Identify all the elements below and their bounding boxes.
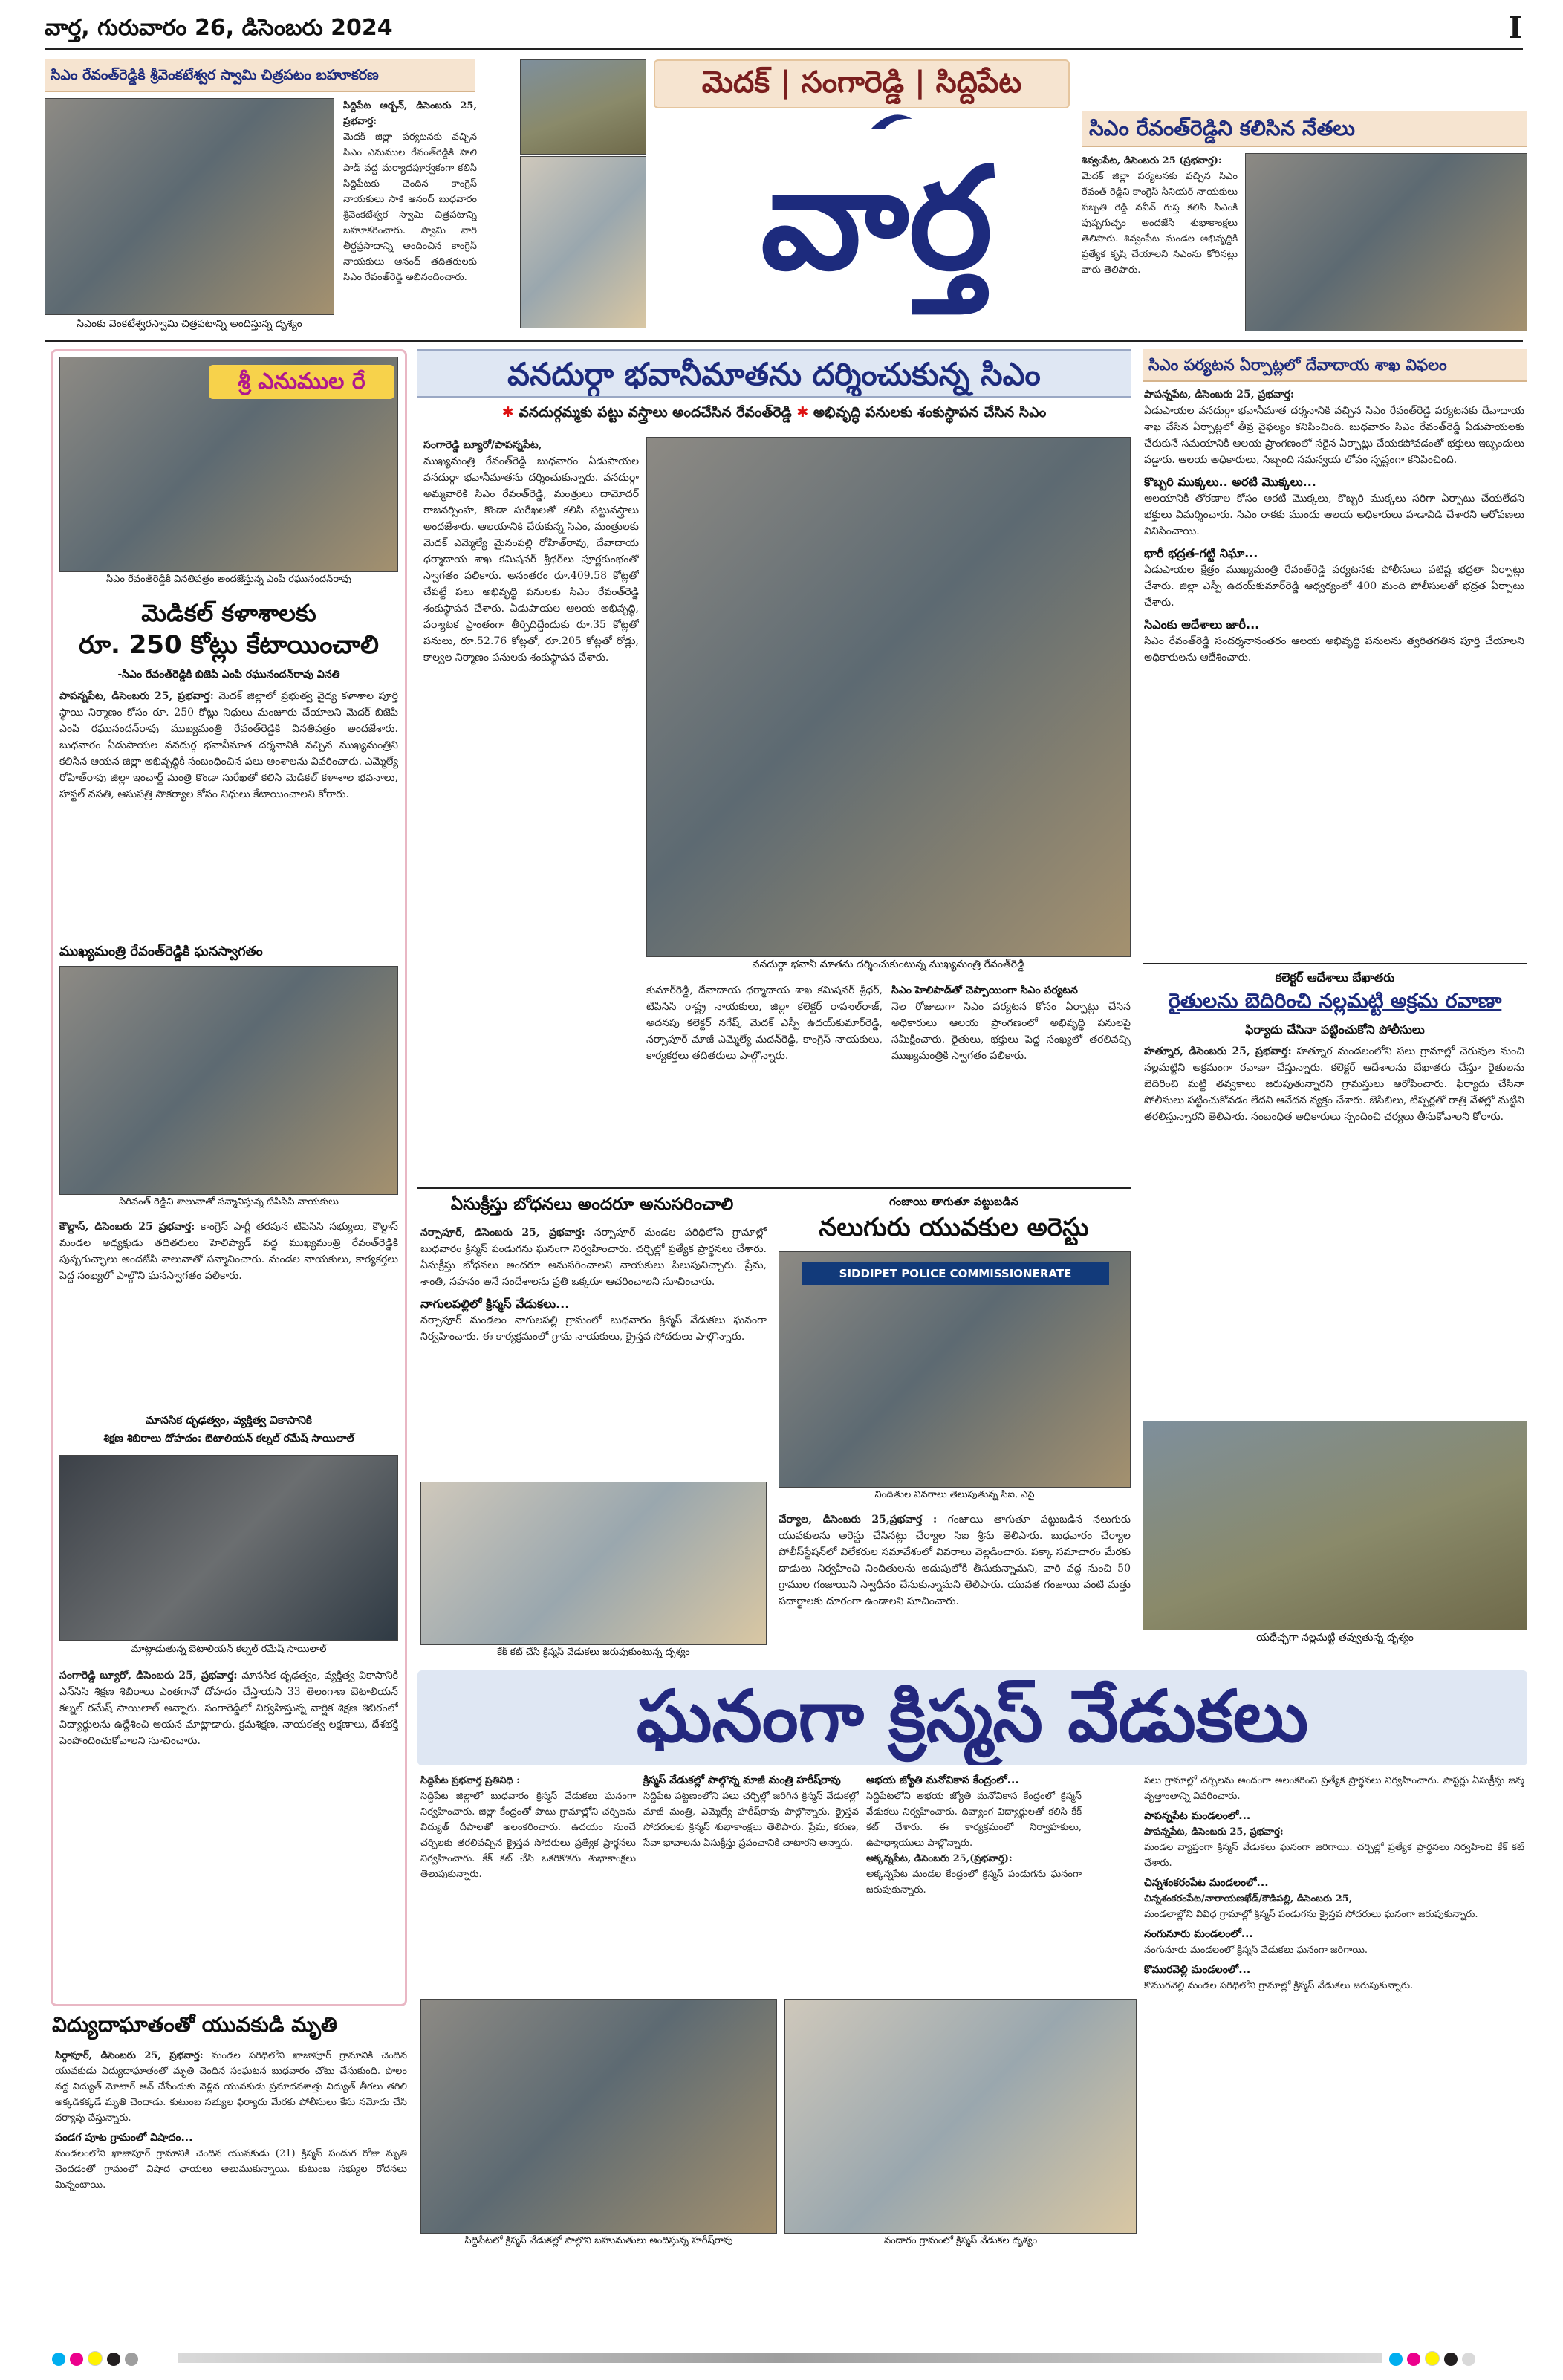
top-right-photo (1245, 153, 1527, 331)
christmas-col3-dateline: అక్కన్నపేట, డిసెంబరు 25,(ప్రభవార్త): (866, 1853, 1013, 1864)
right-photo (1143, 1421, 1527, 1630)
left-body: మెదక్ జిల్లాలో ప్రభుత్వ వైద్య కళాశాల పూర్తి స్థాయి నిర్మాణం కోసం రూ. 250 కోట్లు నిధులు మంజూరు చేయాలని మెదక్ బిజెపి ఎంపి రఘునందన్‌రావు ముఖ్యమంత్రి రేవంత్‌రెడ్డికి వినతిపత్రం అందజేశారు. బుధవారం ఏడుపాయల వనదుర్గ భవానీమాత దర్శనానికి వచ్చిన ముఖ్యమంత్రిని కలిసిన ఆయన జిల్లా అభివృద్ధికి సంబంధించిన పలు అంశాలను వివరించారు. ఎమ్మెల్యే రోహిత్‌రావు జిల్లా ఇంచార్జ్ మంత్రి కొండా సురేఖతో కలిసి మెడికల్ కళాశాల భవనాలు, హాస్టల్ వసతి, ఆసుపత్రి సౌకర్యాల కోసం నిధులు కేటాయించాలని కోరారు. (59, 690, 398, 800)
reg-dot-yellow-r (1425, 2351, 1440, 2366)
top-left-headline-box (45, 59, 475, 92)
left-photo-3-caption: మాట్లాడుతున్న బెటాలియన్ కల్నల్ రమేష్ సాయిలాల్ (59, 1644, 398, 1661)
right-subhead-1: కొబ్బరి ముక్కలు.. అరటి మొక్కలు... (1144, 475, 1316, 489)
center-deck-2: అభివృద్ధి పనులకు శంకుస్థాపన చేసిన సిఎం (813, 404, 1047, 421)
top-left-photo (45, 98, 334, 315)
masthead-rule (45, 48, 1523, 50)
mid-left-subhead: నాగులపల్లిలో క్రిస్మస్ వేడుకలు... (420, 1297, 570, 1311)
christmas-col1-body: సిద్దిపేట జిల్లాలో బుధవారం క్రిస్మస్ వేడుకలు ఘనంగా నిర్వహించారు. జిల్లా కేంద్రంతో పాటు గ్రామాల్లోని చర్చిలను విద్యుత్ దీపాలతో అలంకరించారు. ఉదయం నుంచే చర్చిలకు తరలివచ్చిన క్రైస్తవ సోదరులు ప్రత్యేక ప్రార్థనలు నిర్వహించారు. కేక్ కట్ చేసి ఒకరికొకరు శుభాకాంక్షలు తెలుపుకున్నారు. (420, 1791, 636, 1880)
left-photo-1 (59, 357, 398, 572)
masthead-logo (683, 111, 1070, 327)
right-body-4: సిఎం రేవంత్‌రెడ్డి సందర్శనానంతరం ఆలయ అభివృద్ధి పనులను త్వరితగతిన పూర్తి చేయాలని అధికారులను ఆదేశించారు. (1144, 635, 1524, 664)
right-photo-caption: యథేచ్ఛగా నల్లమట్టి తవ్వుతున్న దృశ్యం (1143, 1632, 1527, 1650)
right-headline-box (1143, 349, 1527, 382)
christmas-col2-head: క్రిస్మస్ వేడుకల్లో పాల్గొన్న మాజీ మంత్రి హరీష్‌రావు (643, 1774, 841, 1786)
mid-center-headline: నలుగురు యువకుల అరెస్టు (819, 1213, 1089, 1242)
center-dateline: సంగారెడ్డి బ్యూరో/పాపన్నపేట, (423, 439, 542, 451)
left-body-box (59, 688, 398, 939)
bottom-left-dateline: సిర్గాపూర్, డిసెంబరు 25, ప్రభవార్త: (55, 2050, 204, 2061)
left-body-3: మానసిక దృఢత్వం, వ్యక్తిత్వ వికాసానికి ఎన్‌సిసి శిక్షణ శిబిరాలు ఎంతగానో దోహదం చేస్తాయని 33 తెలంగాణ బెటాలియన్ కల్నల్ రమేష్ సాయిలాల్ అన్నారు. సంగారెడ్డిలో నిర్వహిస్తున్న వార్షిక శిక్షణ శిబిరంలో విద్యార్థులను ఉద్దేశించి ఆయన మాట్లాడారు. క్రమశిక్షణ, నాయకత్వ లక్షణాలు, దేశభక్తి పెంపొందించుకోవాలని సూచించారు. (59, 1670, 398, 1747)
deck-star-icon: ✱ (501, 404, 519, 421)
mid-left-body-2: నర్సాపూర్ మండలం నాగులపల్లి గ్రామంలో బుధవారం క్రిస్మస్ వేడుకలు ఘనంగా నిర్వహించారు. ఈ కార్యక్రమంలో గ్రామ నాయకులు, క్రైస్తవ సోదరులు పాల్గొన్నారు. (420, 1314, 767, 1343)
mid-center-dateline: చేర్యాల, డిసెంబరు 25,ప్రభవార్త : (779, 1514, 938, 1525)
mid-left-dateline: నర్సాపూర్, డిసెంబరు 25, ప్రభవార్త: (420, 1227, 585, 1239)
christmas-headline-box (417, 1670, 1527, 1765)
center-body-bottom-right: నెల రోజులుగా సిఎం పర్యటన కోసం ఏర్పాట్లు చేసిన అధికారులు ఆలయ ప్రాంగణంలో అభివృద్ధి పనులపై సమీక్షించారు. రైతులు, భక్తులు పెద్ద సంఖ్యలో తరలివచ్చి ముఖ్యమంత్రికి స్వాగతం పలికారు. (891, 1001, 1131, 1062)
registration-marks-right (1389, 2351, 1515, 2369)
right-body-2: ఆలయానికి తోరణాల కోసం అరటి మొక్కలు, కొబ్బరి ముక్కలు సరిగా ఏర్పాటు చేయలేదని భక్తులు విమర్శించారు. సిఎం రాకకు ముందు ఆలయ అధికారులు హడావిడి చేశారని ఆరోపణలు వినిపించాయి. (1144, 493, 1524, 537)
right-body: ఏడుపాయల వనదుర్గా భవానీమాత దర్శనానికి వచ్చిన సిఎం రేవంత్‌రెడ్డి పర్యటనకు దేవాదాయ శాఖ చేసిన ఏర్పాట్లలో తీవ్ర వైఫల్యం కనిపించింది. బుధవారం సిఎం రేవంత్‌రెడ్డి ఏడుపాయలకు చేరుకునే సమయానికి ఆలయ ప్రాంగణంలో సరైన ఏర్పాట్లు చేయకపోవడంతో భక్తులు ఇబ్బందులు పడ్డారు. ఆలయ అధికారులు, సిబ్బంది సమన్వయ లోపం స్పష్టంగా కనిపించింది. (1144, 405, 1524, 466)
christmas-photo-1 (420, 1999, 777, 2234)
right-subhead-2: భారీ భద్రత-గట్టి నిఘా... (1144, 546, 1258, 560)
christmas-col4-body: పలు గ్రామాల్లో చర్చిలను అందంగా అలంకరించి ప్రత్యేక ప్రార్థనలు నిర్వహించారు. పాస్టర్లు ఏసుక్రీస్తు జన్మ వృత్తాంతాన్ని వివరించారు. (1144, 1775, 1524, 1802)
top-left-headline: సిఎం రేవంత్‌రెడ్డికి శ్రీవెంకటేశ్వర స్వామి చిత్రపటం బహూకరణ (51, 67, 379, 83)
christmas-col4-sub4: కొమురవెల్లి మండలంలో... (1144, 1964, 1251, 1976)
masthead-photo-top (520, 59, 646, 155)
top-left-body: మెదక్ జిల్లా పర్యటనకు వచ్చిన సిఎం ఎనుముల రేవంత్‌రెడ్డికి హెలి పాడ్ వద్ద మర్యాదపూర్వకంగా కలిసి సిద్దిపేటకు చెందిన కాంగ్రెస్ నాయకులు సాకి ఆనంద్ బుధవారం శ్రీవెంకటేశ్వర స్వామి చిత్రపటాన్ని బహూకరించారు. స్వామి వారి తీర్థప్రసాదాన్ని అందించిన కాంగ్రెస్ నాయకులు ఆనంద్ తదితరులకు సిఎం రేవంత్‌రెడ్డి అభినందించారు. (343, 132, 477, 283)
left-photo-2-caption: సిరివంత్ రెడ్డిని శాలువాతో సన్మానిస్తున్న టిపిసిసి నాయకులు (59, 1196, 398, 1214)
christmas-col3-body-b: అక్కన్నపేట మండల కేంద్రంలో క్రిస్మస్ పండుగను ఘనంగా జరుపుకున్నారు. (866, 1869, 1082, 1896)
top-right-body: మెదక్ జిల్లా పర్యటనకు వచ్చిన సిఎం రేవంత్ రెడ్డిని కాంగ్రెస్ సీనియర్ నాయకులు పబ్బతి రెడ్డి నవీన్ గుప్త కలిసి సిఎంకి పుష్పగుచ్ఛం అందజేసి శుభాకాంక్షలు తెలిపారు. శివ్వంపేట మండల అభివృద్ధికి ప్రత్యేక కృషి చేయాలని సిఎంను కోరినట్లు వారు తెలిపారు. (1082, 171, 1238, 276)
right-body-5-box (1144, 1043, 1524, 1418)
bottom-left-body-box (55, 2048, 407, 2271)
reg-dot-cyan-r (1389, 2353, 1403, 2366)
center-lead-caption: వనదుర్గా భవానీ మాతను దర్శించుకుంటున్న ముఖ్యమంత్రి రేవంత్‌రెడ్డి (646, 959, 1131, 978)
masthead-photo-bottom (520, 156, 646, 328)
left-headline-2: రూ. 250 కోట్లు కేటాయించాలి (79, 630, 379, 660)
christmas-col-1 (420, 1773, 636, 1996)
christmas-col4-dateline3: చిన్నశంకరంపేట/నారాయణఖేడ్/కౌడిపల్లి, డిసెంబరు 25, (1144, 1893, 1353, 1904)
masthead-date: వార్త, గురువారం 26, డిసెంబరు 2024 (45, 15, 393, 41)
left-headline-1: మెడికల్ కళాశాలకు (141, 599, 316, 627)
page-number: I (1508, 10, 1523, 45)
left-body-3-box (59, 1667, 398, 2002)
mid-left-caption: కేక్ కట్ చేసి క్రిస్మస్ వేడుకలు జరుపుకుంటున్న దృశ్యం (420, 1647, 767, 1664)
center-body-bottom-right-box (891, 982, 1131, 1183)
christmas-col4-sub2: చిన్నశంకరంపేట మండలంలో... (1144, 1877, 1269, 1889)
mid-center-caption: నిందితుల వివరాలు తెలుపుతున్న సిఐ, ఎసై (779, 1489, 1131, 1507)
christmas-col4-body-e: కొమురవెల్లి మండల పరిధిలోని గ్రామాల్లో క్రిస్మస్ వేడుకలు జరుపుకున్నారు. (1144, 1980, 1414, 1991)
mid-left-photo (420, 1482, 767, 1645)
center-lead-photo (646, 437, 1131, 957)
christmas-col3-head: అభయ జ్యోతి మనోవికాస కేంద్రంలో... (866, 1774, 1019, 1786)
center-body-bottom-left: కుమార్‌రెడ్డి, దేవాదాయ ధర్మాదాయ శాఖ కమిషనర్ శ్రీధర్, టిపిసిసి రాష్ట్ర నాయకులు, జిల్లా కలెక్టర్ రాహుల్‌రాజ్, అదనపు కలెక్టర్ నగేష్, మెదక్ ఎస్పీ ఉదయ్‌కుమార్‌రెడ్డి, నర్సాపూర్ మాజీ ఎమ్మెల్యే మదన్‌రెడ్డి, కాంగ్రెస్ నాయకులు, కార్యకర్తలు తదితరులు పాల్గొన్నారు. (646, 985, 883, 1062)
left-body-2: కాంగ్రెస్ పార్టీ తరపున టిపిసిసి సభ్యులు, కౌల్దాస్ మండల అధ్యక్షుడు తదితరులు హెలిప్యాడ్ వద్ద ముఖ్యమంత్రి రేవంత్‌రెడ్డికి పుష్పగుచ్ఛాలు అందజేసి శాలువాతో సన్మానించారు. మండల నాయకులు, కార్యకర్తలు పెద్ద సంఖ్యలో పాల్గొని ఘనస్వాగతం పలికారు. (59, 1221, 398, 1282)
left-dateline: పాపన్నపేట, డిసెంబరు 25, ప్రభవార్త: (59, 690, 214, 702)
christmas-photo-2-caption: నందారం గ్రామంలో క్రిస్మస్ వేడుకల దృశ్యం (784, 2235, 1137, 2253)
logo-text: వార్త (761, 137, 992, 301)
mid-left-body-box (420, 1225, 767, 1477)
left-photo-1-caption: సిఎం రేవంత్‌రెడ్డికి వినతిపత్రం అందజేస్తున్న ఎంపి రఘునందన్‌రావు (59, 574, 398, 591)
right-body-box (1144, 386, 1524, 957)
top-left-caption: సిఎంకు వెంకటేశ్వరస్వామి చిత్రపటాన్ని అందిస్తున్న దృశ్యం (45, 315, 334, 334)
christmas-col2-body: సిద్దిపేట పట్టణంలోని పలు చర్చిల్లో జరిగిన క్రిస్మస్ వేడుకల్లో మాజీ మంత్రి, ఎమ్మెల్యే హరీష్‌రావు పాల్గొన్నారు. క్రైస్తవ సోదరులకు క్రిస్మస్ శుభాకాంక్షలు తెలిపారు. ప్రేమ, కరుణ, సేవా భావాలను ఏసుక్రీస్తు ప్రపంచానికి చాటారని అన్నారు. (643, 1791, 859, 1849)
mid-left-body: నర్సాపూర్ మండల పరిధిలోని గ్రామాల్లో బుధవారం క్రిస్మస్ పండుగను ఘనంగా నిర్వహించారు. చర్చిల్లో ప్రత్యేక ప్రార్థనలు చేశారు. ఏసుక్రీస్తు బోధనలు అందరూ అనుసరించాలని నాయకులు పిలుపునిచ్చారు. ప్రేమ, శాంతి, సహనం అనే సందేశాలను ప్రతి ఒక్కరూ ఆచరించాలని సూచించారు. (420, 1227, 767, 1288)
bottom-left-subhead: పండగ పూట గ్రామంలో విషాదం... (55, 2132, 193, 2144)
christmas-col1-dateline: సిద్దిపేట ప్రభవార్త ప్రతినిధి : (420, 1775, 520, 1786)
left-dateline-2: కౌల్దాస్, డిసెంబరు 25 ప్రభవార్త: (59, 1221, 195, 1233)
top-right-headline: సిఎం రేవంత్‌రెడ్డిని కలిసిన నేతలు (1089, 116, 1355, 140)
christmas-photo-2 (784, 1999, 1137, 2234)
right-subhead-4: ఫిర్యాదు చేసినా పట్టించుకోని పోలీసులు (1245, 1022, 1425, 1037)
left-subhead: -సిఎం రేవంత్‌రెడ్డికి బిజెపి ఎంపి రఘునందన్‌రావు వినతి (117, 669, 340, 681)
christmas-headline: ఘనంగా క్రిస్మస్ వేడుకలు (636, 1675, 1309, 1758)
right-subhead-3: సిఎంకు ఆదేశాలు జారీ... (1144, 617, 1260, 632)
mid-rule (417, 1187, 1131, 1189)
edition-label: మెదక్ | సంగారెడ్డి | సిద్దిపేట (701, 65, 1022, 100)
top-left-dateline: సిద్దిపేట అర్బన్, డిసెంబరు 25, ప్రభవార్త: (343, 100, 477, 127)
reg-dot-grey (125, 2353, 138, 2366)
top-section-rule (45, 340, 1523, 342)
center-headline-box (417, 349, 1131, 398)
right-dateline-2: హత్నూర, డిసెంబరు 25, ప్రభవార్త: (1144, 1045, 1292, 1057)
top-right-body-box (1082, 153, 1238, 331)
police-banner: SIDDIPET POLICE COMMISSIONERATE (802, 1262, 1109, 1285)
right-headline-2: రైతులను బెదిరించి నల్లమట్టి అక్రమ రవాణా (1168, 990, 1502, 1013)
center-deck (417, 404, 1131, 429)
christmas-col-4 (1144, 1773, 1524, 2360)
deck-star-icon-2: ✱ (796, 404, 813, 421)
mid-center-body: గంజాయి తాగుతూ పట్టుబడిన నలుగురు యువకులను అరెస్టు చేసినట్లు చేర్యాల సిఐ శ్రీను తెలిపారు. బుధవారం చేర్యాల పోలీస్‌స్టేషన్‌లో విలేకరుల సమావేశంలో వివరాలు వెల్లడించారు. పక్కా సమాచారం మేరకు దాడులు నిర్వహించి నిందితులను అదుపులోకి తీసుకున్నామని, వారి వద్ద నుంచి 50 గ్రాముల గంజాయిని స్వాధీనం చేసుకున్నామని తెలిపారు. యువత గంజాయి వంటి మత్తు పదార్థాలకు దూరంగా ఉండాలని సూచించారు. (779, 1514, 1131, 1607)
center-headline: వనదుర్గా భవానీమాతను దర్శించుకున్న సిఎం (507, 356, 1041, 392)
top-left-body-box (343, 98, 477, 336)
christmas-col4-body-c: మండలాల్లోని వివిధ గ్రామాల్లో క్రిస్మస్ పండుగను క్రైస్తవ సోదరులు ఘనంగా జరుపుకున్నారు. (1144, 1909, 1478, 1920)
christmas-col-3 (866, 1773, 1082, 1996)
center-body-bottom-left-box (646, 982, 883, 1183)
left-dateline-3: సంగారెడ్డి బ్యూరో, డిసెంబరు 25, ప్రభవార్త: (59, 1670, 238, 1682)
christmas-col4-sub: పాపన్నపేట మండలంలో... (1144, 1810, 1251, 1822)
right-body-5: హత్నూర మండలంలోని పలు గ్రామాల్లో చెరువుల నుంచి నల్లమట్టిని అక్రమంగా రవాణా చేస్తున్నారు. కలెక్టర్ ఆదేశాలను బేఖాతరు చేస్తూ రైతులను బెదిరించి మట్టి తవ్వకాలు జరుపుతున్నారని గ్రామస్తులు ఆరోపించారు. ఫిర్యాదు చేసినా పోలీసులు పట్టించుకోవడం లేదని ఆవేదన వ్యక్తం చేశారు. జెసిబిలు, టిప్పర్లతో రాత్రి వేళల్లో మట్టిని తరలిస్తున్నారని తెలిపారు. సంబంధిత అధికారులు స్పందించి చర్యలు తీసుకోవాలని కోరారు. (1144, 1045, 1524, 1123)
reg-dot-black (107, 2353, 120, 2366)
bottom-left-body-2: మండలంలోని ఖాజాపూర్ గ్రామానికి చెందిన యువకుడు (21) క్రిస్మస్ పండుగ రోజు మృతి చెందడంతో గ్రామంలో విషాద ఛాయలు అలుముకున్నాయి. కుటుంబ సభ్యుల రోదనలు మిన్నంటాయి. (55, 2148, 407, 2191)
reg-dot-cyan (52, 2353, 65, 2366)
mid-center-body-box (779, 1511, 1131, 1660)
reg-dot-magenta-r (1407, 2353, 1420, 2366)
mid-center-kicker: గంజాయి తాగుతూ పట్టుబడిన (888, 1195, 1019, 1208)
reg-dot-yellow (88, 2351, 103, 2366)
left-subhead-4: శిక్షణ శిబిరాలు దోహదం: బెటాలియన్ కల్నల్ రమేష్ సాయిలాల్ (103, 1433, 354, 1444)
bottom-left-headline: విద్యుదాఘాతంతో యువకుడి మృతి (52, 2012, 337, 2037)
center-body-left: ముఖ్యమంత్రి రేవంత్‌రెడ్డి బుధవారం ఏడుపాయల వనదుర్గా భవానీమాతను దర్శించుకున్నారు. వనదుర్గా అమ్మవారికి సిఎం రేవంత్‌రెడ్డి, మంత్రులు దామోదర్ రాజనర్సింహ, కొండా సురేఖలతో కలిసి పట్టువస్త్రాలు అందజేశారు. ఆలయానికి చేరుకున్న సిఎం, మంత్రులకు మెదక్ ఎమ్మెల్యే మైనంపల్లి రోహిత్‌రావు, దేవాదాయ ధర్మాదాయ శాఖ కమిషనర్ శ్రీధర్‌లు పూర్ణకుంభంతో స్వాగతం పలికారు. అనంతరం రూ.409.58 కోట్లతో చేపట్టే పలు అభివృద్ధి పనులకు సిఎం రేవంత్‌రెడ్డి శంకుస్థాపన చేశారు. ఏడుపాయల ఆలయ అభివృద్ధి, పర్యాటక ప్రాంతంగా తీర్చిదిద్దేందుకు రూ.35 కోట్లతో పనులు, రూ.52.76 కోట్లతో, రూ.205 కోట్లతో రోడ్లు, కాల్వల నిర్మాణం పనులకు శంకుస్థాపన చేశారు. (423, 455, 639, 664)
left-photo-3 (59, 1455, 398, 1641)
christmas-col4-dateline2: పాపన్నపేట, డిసెంబరు 25, ప్రభవార్త: (1144, 1826, 1284, 1838)
christmas-col4-body-b: మండల వ్యాప్తంగా క్రిస్మస్ వేడుకలు ఘనంగా జరిగాయి. చర్చిల్లో ప్రత్యేక ప్రార్థనలు నిర్వహించి కేక్ కట్ చేశారు. (1144, 1842, 1524, 1869)
left-subhead-3: మానసిక దృఢత్వం, వ్యక్తిత్వ వికాసానికి (146, 1413, 312, 1427)
left-body-2-box (59, 1219, 398, 1406)
reg-dot-black-r (1444, 2353, 1458, 2366)
christmas-col4-body-d: నంగునూరు మండలంలో క్రిస్మస్ వేడుకలు ఘనంగా జరిగాయి. (1144, 1945, 1368, 1956)
christmas-col4-sub3: నంగునూరు మండలంలో... (1144, 1928, 1253, 1940)
bottom-left-body: మండల పరిధిలోని ఖాజాపూర్ గ్రామానికి చెందిన యువకుడు విద్యుదాఘాతంతో మృతి చెందిన సంఘటన బుధవారం చోటు చేసుకుంది. పొలం వద్ద విద్యుత్ మోటార్ ఆన్ చేసేందుకు వెళ్లిన యువకుడు ప్రమాదవశాత్తు విద్యుత్ తీగలు తగిలి అక్కడికక్కడే మృతి చెందాడు. కుటుంబ సభ్యుల ఫిర్యాదు మేరకు పోలీసులు కేసు నమోదు చేసి దర్యాప్తు చేస్తున్నారు. (55, 2050, 407, 2124)
christmas-photo-1-caption: సిద్దిపేటలో క్రిస్మస్ వేడుకల్లో పాల్గొని బహుమతులు అందిస్తున్న హరీష్‌రావు (420, 2235, 777, 2253)
reg-dot-grey-r (1462, 2353, 1475, 2366)
right-headline: సిఎం పర్యటన ఏర్పాట్లలో దేవాదాయ శాఖ విఫలం (1148, 356, 1447, 374)
registration-marks-left (52, 2351, 171, 2369)
center-body-left-box (423, 437, 639, 1024)
right-mid-rule (1143, 963, 1527, 964)
top-right-dateline: శివ్వంపేట, డిసెంబరు 25 (ప్రభవార్త): (1082, 155, 1222, 166)
left-banner: శ్రీ ఎనుముల రే (209, 365, 394, 399)
christmas-col3-body: సిద్దిపేటలోని అభయ జ్యోతి మనోవికాస కేంద్రంలో క్రిస్మస్ వేడుకలు నిర్వహించారు. దివ్యాంగ విద్యార్థులతో కలిసి కేక్ కట్ చేశారు. ఈ కార్యక్రమంలో నిర్వాహకులు, ఉపాధ్యాయులు పాల్గొన్నారు. (866, 1791, 1082, 1849)
reg-dot-magenta (70, 2353, 83, 2366)
top-right-headline-box (1082, 111, 1527, 147)
right-body-3: ఏడుపాయల క్షేత్రం ముఖ్యమంత్రి రేవంత్‌రెడ్డి పర్యటనకు పోలీసులు పటిష్ట భద్రతా ఏర్పాట్లు చేశారు. జిల్లా ఎస్పీ ఉదయ్‌కుమార్‌రెడ్డి ఆధ్వర్యంలో 400 మంది పోలీసులతో భద్రత ఏర్పాటు చేశారు. (1144, 564, 1524, 609)
christmas-col-2 (643, 1773, 859, 1996)
mid-center-photo (779, 1251, 1131, 1488)
right-kicker: కలెక్టర్ ఆదేశాలు బేఖాతరు (1275, 970, 1395, 985)
footer-bar (178, 2353, 1382, 2363)
center-subhead: సిఎం హెలిపాడ్‌తో చెప్పాయింగా సిఎం పర్యటన (891, 985, 1078, 996)
edition-ribbon (654, 59, 1070, 108)
left-subhead-2: ముఖ్యమంత్రి రేవంత్‌రెడ్డికి ఘనస్వాగతం (59, 944, 263, 959)
left-photo-2 (59, 966, 398, 1195)
mid-left-headline: ఏసుక్రీస్తు బోధనలు అందరూ అనుసరించాలి (450, 1195, 734, 1214)
center-deck-1: వనదుర్గమ్మకు పట్టు వస్త్రాలు అందచేసిన రేవంత్‌రెడ్డి (519, 404, 792, 421)
right-dateline: పాపన్నపేట, డిసెంబరు 25, ప్రభవార్త: (1144, 389, 1295, 401)
